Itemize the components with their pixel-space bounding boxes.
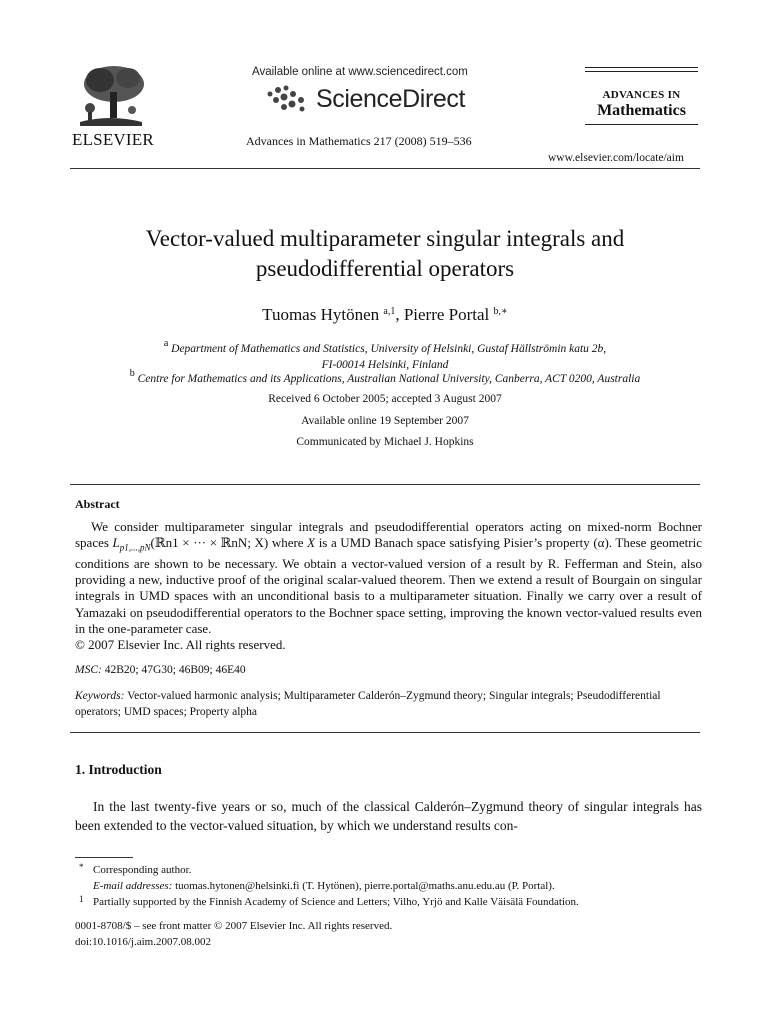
email-addresses[interactable]: tuomas.hytonen@helsinki.fi (T. Hytönen), pierre.portal@maths.anu.edu.au (P. Portal).	[172, 880, 555, 892]
paragraph: In the last twenty-five years or so, much of the classical Calderón–Zygmund theory of singular integrals has been extended to the vector-valued situation, by which we understand results con-	[75, 799, 702, 833]
affiliation-mark: a	[163, 338, 169, 349]
author-list	[70, 305, 700, 325]
abstract-text: where	[268, 535, 308, 551]
paper-title	[70, 224, 700, 284]
journal-rule	[585, 71, 698, 72]
msc-label: MSC:	[75, 664, 102, 676]
affiliation-b	[70, 368, 700, 385]
available-online-date: Available online 19 September 2007	[301, 415, 469, 427]
email-label: E-mail addresses:	[93, 880, 173, 892]
author-name: Tuomas Hytönen	[262, 305, 380, 324]
footnotes	[75, 862, 705, 910]
abstract-heading: Abstract	[75, 497, 120, 511]
header-divider	[70, 168, 700, 169]
journal-rule	[585, 67, 698, 68]
footnote-divider	[75, 857, 133, 858]
abstract-divider-top	[70, 484, 700, 485]
keywords-values: Vector-valued harmonic analysis; Multiparameter Calderón–Zygmund theory; Singular integrals; Pseudodifferential operators; UMD spaces; Property alpha	[75, 690, 661, 718]
footnote-email	[75, 878, 705, 894]
journal-name-line1: ADVANCES IN	[602, 89, 681, 101]
msc-values: 42B20; 47G30; 46B09; 46E40	[101, 664, 246, 676]
issn-line: 0001-8708/$ – see front matter © 2007 Elsevier Inc. All rights reserved.	[75, 920, 393, 932]
footnote-corresponding	[75, 862, 705, 878]
sciencedirect-wordmark: ScienceDirect	[316, 85, 466, 113]
abstract-text: is a UMD Banach space satisfying Pisier’s property (α). These geometric conditions are shown to be necessary. We obtain a vector-valued version of a result by R. Fefferman and Stein, also providing a new, inductive proof of the original scalar-valued theorem. Then we extend a result of Bourgain on singular integrals in UMD spaces with an unconditional basis to a multiparameter situation. Finally we carry over a result of Yamazaki on pseudodifferential operators to the Bochner space setting, improving the known vector-valued results even in the one-parameter case.	[75, 535, 702, 636]
abstract-divider-bottom	[70, 732, 700, 733]
author-affiliation-mark: b,∗	[493, 306, 508, 317]
keywords-label: Keywords:	[75, 690, 125, 702]
math-space-symbol: L	[112, 535, 120, 551]
introduction-body	[75, 797, 702, 835]
elsevier-tree-logo	[70, 62, 152, 126]
keywords	[75, 688, 700, 720]
communicated-by: Communicated by Michael J. Hopkins	[296, 436, 474, 448]
sciencedirect-dots-icon	[262, 82, 314, 112]
copyright-line: © 2007 Elsevier Inc. All rights reserved.	[75, 637, 286, 653]
math-arguments: (ℝn1 × ··· × ℝnN; X)	[150, 535, 269, 551]
received-dates: Received 6 October 2005; accepted 3 August 2007	[268, 393, 502, 405]
msc-codes	[75, 664, 246, 676]
affiliation-text: Centre for Mathematics and its Applications, Australian National University, Canberra, ACT 0200, Australia	[137, 373, 641, 385]
affiliation-a	[70, 338, 700, 373]
footnote-mark: *	[79, 862, 84, 872]
author-name: Pierre Portal	[403, 305, 490, 324]
doi-link[interactable]: doi:10.1016/j.aim.2007.08.002	[75, 936, 211, 948]
elsevier-wordmark: ELSEVIER	[72, 130, 154, 149]
journal-citation: Advances in Mathematics 217 (2008) 519–536	[246, 134, 472, 148]
footnote-text: Corresponding author.	[93, 864, 192, 876]
math-subscript: p1,...,pN	[119, 542, 151, 553]
affiliation-mark: b	[129, 368, 135, 379]
title-line: pseudodifferential operators	[255, 256, 515, 281]
math-symbol-x: X	[307, 535, 316, 551]
journal-url-link[interactable]: www.elsevier.com/locate/aim	[548, 152, 684, 164]
title-line: Vector-valued multiparameter singular integrals and	[145, 226, 625, 251]
author-separator: ,	[395, 305, 404, 324]
abstract-body	[75, 519, 702, 653]
footnote-mark: 1	[79, 894, 84, 904]
section-heading: 1. Introduction	[75, 762, 162, 777]
footnote-text: Partially supported by the Finnish Academy of Science and Letters; Vilho, Yrjö and Kalle Väisälä Foundation.	[93, 896, 579, 908]
journal-rule	[585, 124, 698, 125]
journal-name-line2: Mathematics	[597, 102, 686, 119]
affiliation-text: FI-00014 Helsinki, Finland	[321, 359, 449, 371]
footnote-funding	[75, 894, 705, 910]
abstract-text: We consider multiparameter singular integrals and pseudodifferential operators acting on mixed-norm Bochner spaces	[75, 519, 702, 551]
available-online-text: Available online at www.sciencedirect.com	[252, 66, 468, 78]
author-affiliation-mark: a,1	[383, 306, 396, 317]
affiliation-text: Department of Mathematics and Statistics, University of Helsinki, Gustaf Hällströmin katu 2b,	[171, 343, 607, 355]
